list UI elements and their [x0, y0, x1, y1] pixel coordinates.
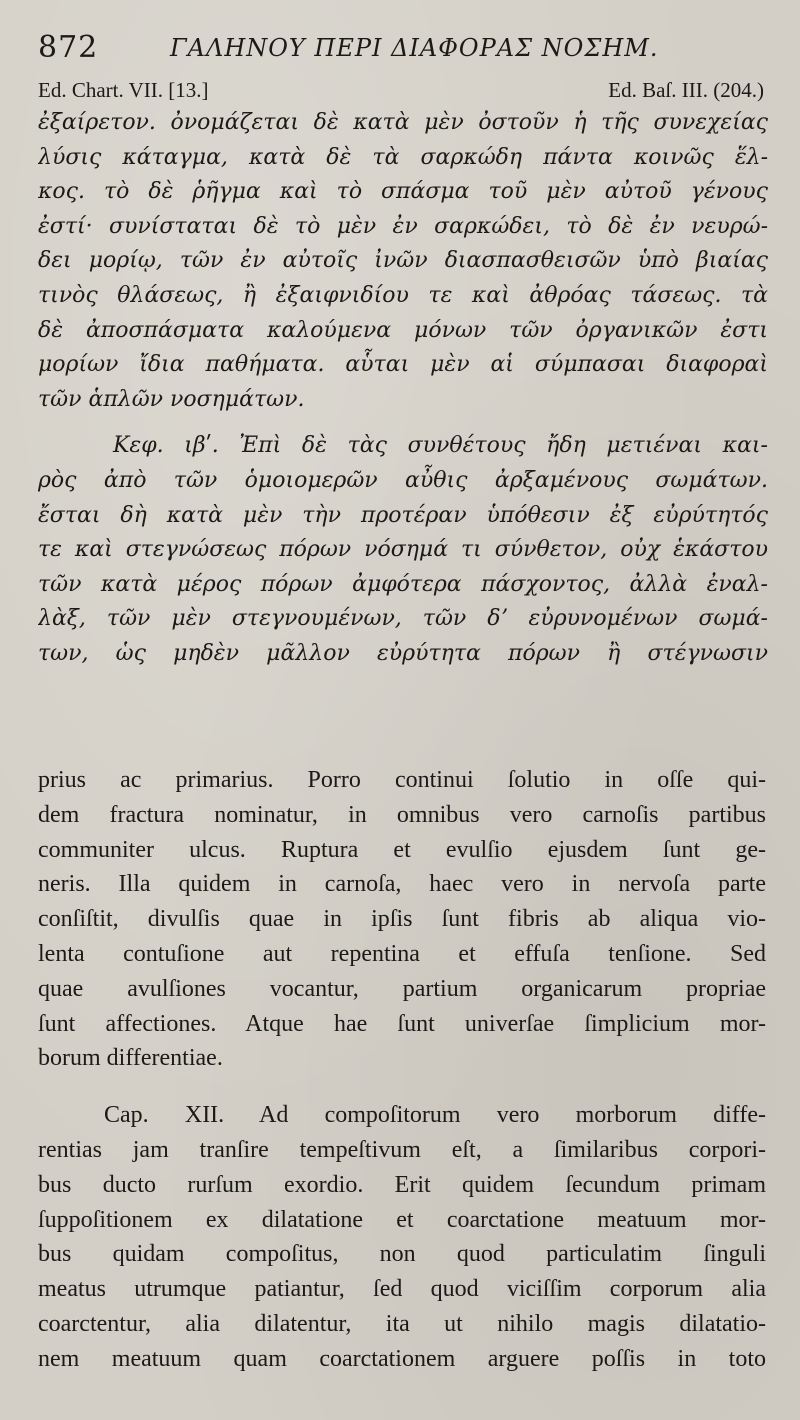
latin-line: bus quidam compoſitus, non quod particulatim ſinguli	[38, 1241, 766, 1268]
latin-line: bus ducto rurſum exordio. Erit quidem ſecundum primam	[38, 1171, 766, 1198]
latin-line: lenta contuſione aut repentina et effuſa tenſione. Sed	[38, 940, 766, 967]
edition-chartier-ref: Ed. Chart. VII. [13.]	[38, 78, 209, 102]
latin-translation	[38, 763, 766, 1377]
page-header	[38, 30, 768, 70]
greek-line: ρὸς ἀπὸ τῶν ὁμοιομερῶν αὖθις ἀρξαμένους σωμάτων.	[38, 467, 768, 493]
latin-line: meatus utrumque patiantur, ſed quod viciſſim corporum alia	[38, 1276, 766, 1303]
latin-line: nem meatuum quam coarctationem arguere poſſis in toto	[38, 1345, 766, 1372]
latin-line: communiter ulcus. Ruptura et evulſio ejusdem ſunt ge-	[38, 836, 766, 863]
greek-line: τῶν ἁπλῶν νοσημάτων.	[38, 386, 305, 412]
latin-line: quae avulſiones vocantur, partium organicarum propriae	[38, 975, 766, 1002]
latin-line: ſuppoſitionem ex dilatatione et coarctatione meatuum mor-	[38, 1206, 766, 1233]
latin-line: ſunt affectiones. Atque hae ſunt univerſae ſimplicium mor-	[38, 1010, 766, 1037]
greek-line: δὲ ἀποσπάσματα καλούμενα μόνων τῶν ὀργανικῶν ἐστι	[38, 317, 768, 343]
greek-line: ἔσται δὴ κατὰ μὲν τὴν προτέραν ὑπόθεσιν ἐξ εὐρύτητός	[38, 502, 768, 528]
edition-basel-ref: Ed. Baſ. III. (204.)	[608, 78, 764, 102]
page-number: 872	[38, 30, 99, 65]
greek-line: κος. τὸ δὲ ῥῆγμα καὶ τὸ σπάσμα τοῦ μὲν αὐτοῦ γένους	[38, 179, 768, 205]
greek-line: δει μορίῳ, τῶν ἐν αὐτοῖς ἰνῶν διασπασθεισῶν ὑπὸ βιαίας	[38, 248, 768, 274]
latin-paragraph-2	[38, 1098, 766, 1376]
latin-line: prius ac primarius. Porro continui ſolutio in oſſe qui-	[38, 767, 766, 793]
latin-line: borum differentiae.	[38, 1045, 223, 1072]
paragraph-gap	[38, 1076, 766, 1098]
latin-line: conſiſtit, divulſis quae in ipſis ſunt fibris ab aliqua vio-	[38, 906, 766, 933]
greek-paragraph-1	[38, 106, 768, 417]
greek-line: τινὸς θλάσεως, ἢ ἐξαιφνιδίου τε καὶ ἀθρόας τάσεως. τὰ	[38, 282, 768, 308]
edition-references	[38, 78, 768, 108]
greek-chapter-heading-line: Κεφ. ιβʹ. Ἐπὶ δὲ τὰς συνθέτους ἤδη μετιέναι και-	[113, 433, 768, 459]
greek-line: μορίων ἴδια παθήματα. αὗται μὲν αἱ σύμπασαι διαφοραὶ	[38, 352, 768, 378]
greek-line: λύσις κάταγμα, κατὰ δὲ τὰ σαρκώδη πάντα κοινῶς ἕλ-	[38, 144, 768, 170]
latin-line: rentias jam tranſire tempeſtivum eſt, a ſimilaribus corpori-	[38, 1136, 766, 1163]
greek-line: ἐξαίρετον. ὀνομάζεται δὲ κατὰ μὲν ὀστοῦν ἡ τῆς συνεχείας	[38, 110, 768, 135]
latin-line: coarctentur, alia dilatentur, ita ut nihilo magis dilatatio-	[38, 1310, 766, 1337]
greek-line: τε καὶ στεγνώσεως πόρων νόσημά τι σύνθετον, οὐχ ἑκάστου	[38, 537, 768, 563]
greek-line: των, ὡς μηδὲν μᾶλλον εὐρύτητα πόρων ἢ στέγνωσιν	[38, 640, 768, 666]
latin-line: dem fractura nominatur, in omnibus vero carnoſis partibus	[38, 801, 766, 828]
greek-line: ἐστί· συνίσταται δὲ τὸ μὲν ἐν σαρκώδει, τὸ δὲ ἐν νευρώ-	[38, 213, 768, 239]
greek-paragraph-2	[38, 429, 768, 671]
greek-line: τῶν κατὰ μέρος πόρων ἀμφότερα πάσχοντος, ἀλλὰ ἐναλ-	[38, 571, 768, 597]
greek-line: λὰξ, τῶν μὲν στεγνουμένων, τῶν δʼ εὐρυνομένων σωμά-	[38, 606, 768, 632]
latin-paragraph-1	[38, 763, 766, 1076]
running-title: ΓΑΛΗΝΟΥ ΠΕΡΙ ΔΙΑΦΟΡΑΣ ΝΟΣΗΜ.	[170, 34, 659, 62]
latin-line: neris. Illa quidem in carnoſa, haec vero in nervoſa parte	[38, 871, 766, 898]
greek-text	[38, 106, 768, 672]
paragraph-gap	[38, 417, 768, 429]
latin-chapter-heading-line: Cap. XII. Ad compoſitorum vero morborum diffe-	[104, 1102, 766, 1129]
